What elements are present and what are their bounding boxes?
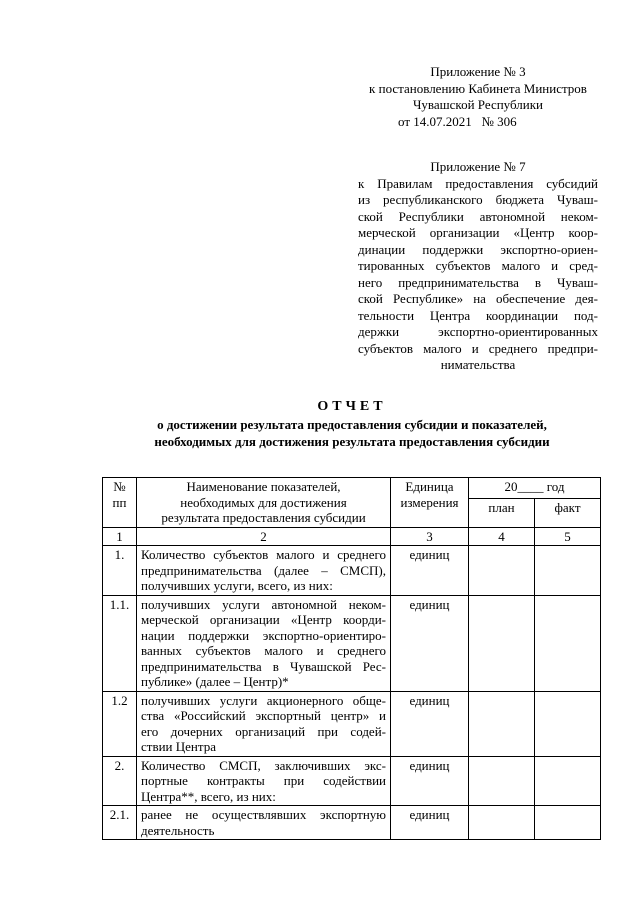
indicator-line: предпринимательства в Чувашской Рес- <box>141 658 386 674</box>
indicator-line: Количество СМСП, заключивших экс- <box>141 757 386 773</box>
row-unit: единиц <box>391 595 469 691</box>
indicator-line: деятельность <box>141 822 215 838</box>
header-num <box>103 478 137 528</box>
header-year: 20____ год <box>469 478 601 499</box>
appendix-7-line: субъектов малого и среднего предпри- <box>358 340 598 356</box>
row-unit: единиц <box>391 806 469 840</box>
header-name-line: Наименование показателей, <box>186 479 341 494</box>
table-row <box>103 806 601 840</box>
report-title-block <box>100 398 604 450</box>
appendix-3-line: Приложение № 3 <box>430 64 526 79</box>
header-name <box>137 478 391 528</box>
row-indicator-name <box>137 595 391 691</box>
indicator-line: получивших услуги, всего, из них: <box>141 578 333 593</box>
appendix-7-line: него предпринимательства в Чуваш- <box>358 274 598 290</box>
indicator-line: Центра**, всего, из них: <box>141 788 276 804</box>
row-indicator-name <box>137 691 391 756</box>
table-row <box>103 756 601 806</box>
table-row <box>103 691 601 756</box>
column-index: 4 <box>469 527 535 546</box>
appendix-3-date-line: от 14.07.2021 № 306 <box>398 113 517 129</box>
row-number: 1.1. <box>103 595 137 691</box>
appendix-7-line: ской Республике» на обеспечение дея- <box>358 291 598 306</box>
appendix-7-line: из республиканского бюджета Чуваш- <box>358 192 598 207</box>
row-unit: единиц <box>391 756 469 806</box>
table-row <box>103 546 601 596</box>
header-fact: факт <box>535 498 601 527</box>
row-number: 1. <box>103 546 137 596</box>
report-title: ОТЧЕТ <box>317 399 387 414</box>
row-indicator-name <box>137 756 391 806</box>
row-unit: единиц <box>391 691 469 756</box>
appendix-7-title: Приложение № 7 <box>430 159 526 174</box>
indicator-line: портные контракты при содействии <box>141 773 386 788</box>
report-table <box>102 477 601 840</box>
row-number: 2.1. <box>103 806 137 840</box>
row-fact-cell[interactable] <box>535 691 601 756</box>
table-row <box>103 595 601 691</box>
row-plan-cell[interactable] <box>469 691 535 756</box>
row-plan-cell[interactable] <box>469 546 535 596</box>
indicator-line: предпринимательства (далее – СМСП), <box>141 562 386 578</box>
appendix-7-line: нимательства <box>440 357 516 372</box>
row-fact-cell[interactable] <box>535 595 601 691</box>
row-plan-cell[interactable] <box>469 806 535 840</box>
indicator-line: ства «Российский экспортный центр» и <box>141 708 386 723</box>
indicator-line: получивших услуги автономной неком- <box>141 596 386 612</box>
report-subtitle-line: о достижении результата предоставления субсидии и показателей, <box>157 417 547 432</box>
header-unit-line: измерения <box>400 494 459 510</box>
appendix-7-line: тельности Центра координации под- <box>358 307 598 323</box>
header-unit <box>391 478 469 528</box>
appendix-3-line: Чувашской Республики <box>412 97 544 112</box>
indicator-line: публике» (далее – Центр)* <box>141 674 289 689</box>
column-index: 5 <box>535 527 601 546</box>
row-fact-cell[interactable] <box>535 756 601 806</box>
appendix-3-header <box>358 64 598 130</box>
indicator-line: Количество субъектов малого и среднего <box>141 547 386 562</box>
row-number: 1.2 <box>103 691 137 756</box>
row-unit: единиц <box>391 546 469 596</box>
indicator-line: ванных субъектов малого и среднего <box>141 643 386 658</box>
appendix-7-line: ской Республики автономной неком- <box>358 208 598 224</box>
row-fact-cell[interactable] <box>535 546 601 596</box>
row-number: 2. <box>103 756 137 806</box>
indicator-line: получивших услуги акционерного обще- <box>141 692 386 708</box>
row-indicator-name <box>137 546 391 596</box>
column-index: 2 <box>137 527 391 546</box>
row-plan-cell[interactable] <box>469 756 535 806</box>
appendix-7-line: держки экспортно-ориентированных <box>358 324 598 339</box>
column-index: 3 <box>391 527 469 546</box>
appendix-3-line: к постановлению Кабинета Министров <box>369 80 587 96</box>
header-num-line: № <box>113 479 126 494</box>
appendix-7-line: динации поддержки экспортно-ориен- <box>358 241 598 257</box>
report-subtitle-line: необходимых для достижения результата предоставления субсидии <box>154 434 550 449</box>
row-indicator-name <box>137 806 391 840</box>
indicator-line: ствии Центра <box>141 739 216 754</box>
row-fact-cell[interactable] <box>535 806 601 840</box>
header-num-line: пп <box>112 494 127 510</box>
appendix-7-line: тированных субъектов малого и сред- <box>358 258 598 273</box>
indicator-line: его дочерних организаций при содей- <box>141 723 386 739</box>
row-plan-cell[interactable] <box>469 595 535 691</box>
header-plan: план <box>469 498 535 527</box>
appendix-7-header <box>358 159 598 374</box>
indicator-line: нации поддержки экспортно-ориентиро- <box>141 627 386 643</box>
indicator-line: мерческой организации «Центр коорди- <box>141 612 386 627</box>
header-name-line: необходимых для достижения <box>180 494 347 510</box>
appendix-7-line: к Правилам предоставления субсидий <box>358 175 598 191</box>
header-name-line: результата предоставления субсидии <box>161 510 366 525</box>
indicator-line: ранее не осуществлявших экспортную <box>141 807 386 822</box>
table-header-row <box>103 478 601 499</box>
appendix-7-line: мерческой организации «Центр коор- <box>358 225 598 240</box>
column-index: 1 <box>103 527 137 546</box>
header-unit-line: Единица <box>405 479 454 494</box>
column-index-row <box>103 527 601 546</box>
